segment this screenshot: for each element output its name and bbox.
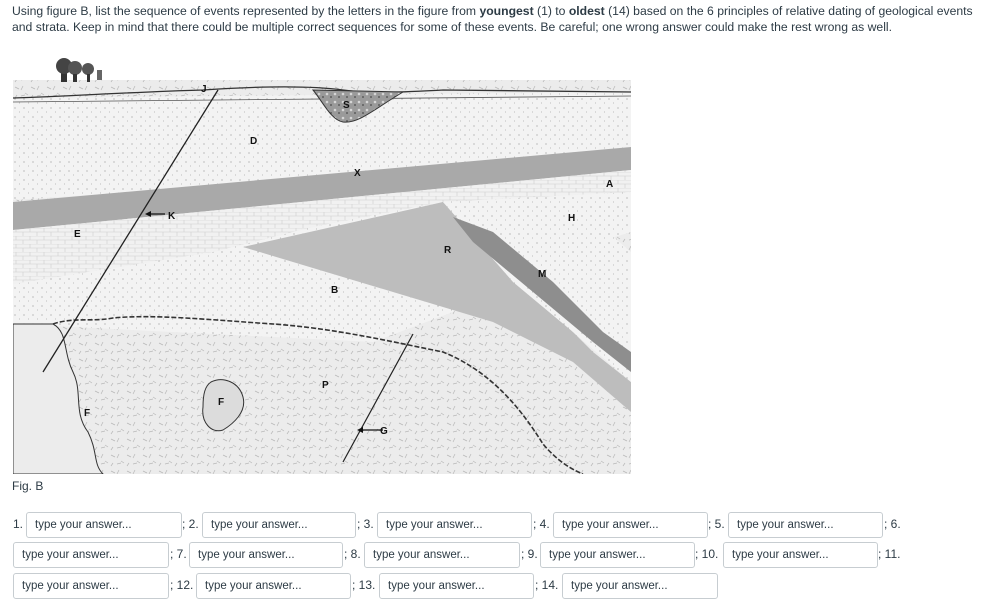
- answer-number-14: ; 14.: [535, 578, 559, 592]
- answer-number-2: ; 2.: [182, 517, 199, 531]
- label-F-blob: F: [218, 397, 225, 408]
- answer-number-1: 1.: [13, 517, 24, 531]
- geologic-cross-section-figure: [13, 52, 631, 474]
- answer-input-12[interactable]: [196, 573, 351, 599]
- label-M: M: [538, 269, 547, 280]
- answer-row-1: [0, 512, 994, 540]
- answer-input-10[interactable]: [723, 542, 878, 568]
- label-S: S: [343, 100, 350, 111]
- label-A: A: [606, 179, 614, 190]
- label-F-left: F: [84, 408, 91, 419]
- label-D: D: [250, 136, 258, 147]
- answer-row-2: [0, 542, 994, 570]
- label-J: J: [201, 84, 207, 95]
- answer-number-5: ; 5.: [708, 517, 725, 531]
- label-G: G: [380, 426, 388, 437]
- answer-input-6[interactable]: [13, 542, 169, 568]
- answer-input-3[interactable]: [377, 512, 532, 538]
- label-E: E: [74, 229, 81, 240]
- label-H: H: [568, 213, 576, 224]
- answer-input-11[interactable]: [13, 573, 169, 599]
- question-instructions: Using figure B, list the sequence of events represented by the letters in the figure from youngest (1) to oldest (14) based on the 6 principles of relative dating of geological events and strata. Keep in mind that there could be multiple correct sequences for some of these events. Be careful; one wrong answer could make the rest wrong as well.: [12, 4, 973, 34]
- answer-input-8[interactable]: [364, 542, 520, 568]
- answer-number-10: ; 10.: [695, 547, 719, 561]
- answer-number-9: ; 9.: [521, 547, 538, 561]
- answer-input-13[interactable]: [379, 573, 534, 599]
- figure-caption: Fig. B: [12, 479, 44, 493]
- answer-row-3: [0, 573, 994, 601]
- label-X: X: [354, 168, 361, 179]
- answer-number-11: ; 11.: [878, 547, 901, 561]
- label-P: P: [322, 380, 329, 391]
- answer-input-7[interactable]: [189, 542, 343, 568]
- answer-number-3: ; 3.: [357, 517, 374, 531]
- answer-number-12: ; 12.: [170, 578, 194, 592]
- answer-input-5[interactable]: [728, 512, 883, 538]
- answer-number-4: ; 4.: [533, 517, 550, 531]
- answer-number-8: ; 8.: [344, 547, 361, 561]
- answer-input-4[interactable]: [553, 512, 708, 538]
- answer-input-9[interactable]: [540, 542, 695, 568]
- answer-number-7: ; 7.: [170, 547, 187, 561]
- answer-input-2[interactable]: [202, 512, 356, 538]
- answer-input-1[interactable]: [26, 512, 182, 538]
- answer-number-6: ; 6.: [884, 517, 901, 531]
- oldest-emphasis: oldest: [568, 4, 605, 18]
- answer-number-13: ; 13.: [352, 578, 376, 592]
- answer-input-14[interactable]: [562, 573, 718, 599]
- label-K: K: [168, 211, 176, 222]
- youngest-emphasis: youngest: [479, 4, 534, 18]
- label-B: B: [331, 285, 339, 296]
- label-R: R: [444, 245, 452, 256]
